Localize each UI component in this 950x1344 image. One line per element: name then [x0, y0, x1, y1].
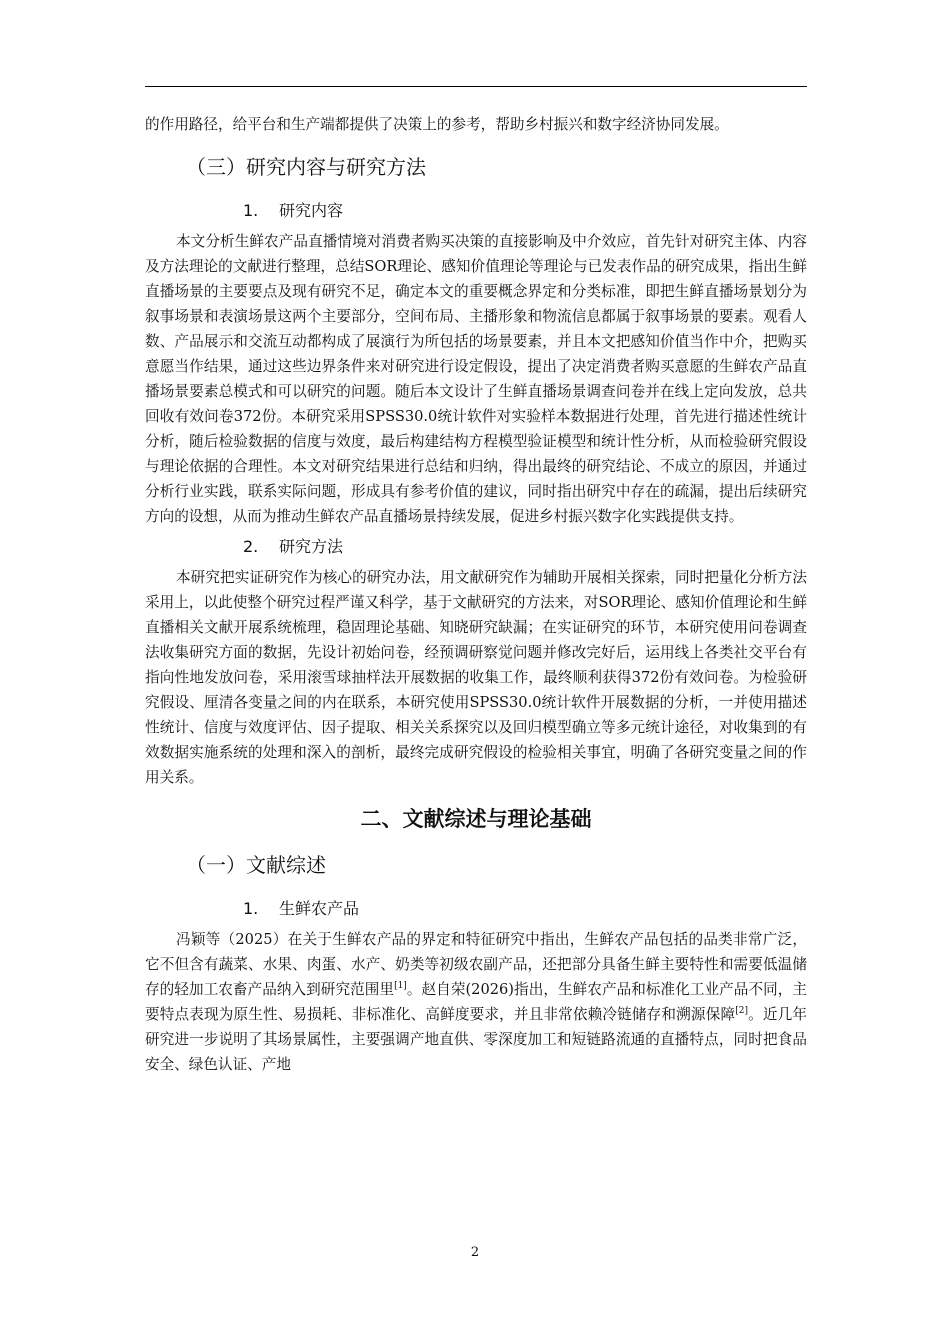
subheading-research-methods — [243, 535, 807, 559]
chapter-heading: 二、文献综述与理论基础 — [360, 807, 592, 831]
subheading-research-content — [243, 199, 807, 223]
citation-1[interactable]: [1] — [394, 981, 407, 991]
subheading-number: 1. — [243, 201, 259, 220]
subheading-fresh-produce — [243, 897, 807, 921]
paragraph-text: 。赵自荣(2026)指出，生鲜农产品和标准化工业产品不同，主要特点表现为原生性、易损耗、非标准化、高鲜度要求，并且非常依赖冷链储存和溯源保障 — [145, 981, 807, 1023]
intro-tail-paragraph: 的作用路径，给平台和生产端都提供了决策上的参考，帮助乡村振兴和数字经济协同发展。 — [145, 116, 729, 133]
page-number: 2 — [470, 1245, 480, 1260]
subheading-number: 2. — [243, 537, 259, 556]
paragraph-text: 。近几年研究进一步说明了其场景属性，主要强调产地直供、零深度加工和短链路流通的直播特点，同时把食品安全、绿色认证、产地 — [145, 1006, 807, 1073]
header-rule — [145, 86, 807, 87]
research-content-paragraph: 本文分析生鲜农产品直播情境对消费者购买决策的直接影响及中介效应，首先针对研究主体、内容及方法理论的文献进行整理，总结SOR理论、感知价值理论等理论与已发表作品的研究成果，指出生鲜直播场景的主要要点及现有研究不足，确定本文的重要概念界定和分类标准，即把生鲜直播场景划分为叙事场景和表演场景这两个主要部分，空间布局、主播形象和物流信息都属于叙事场景的要素。观看人数、产品展示和交流互动都构成了展演行为所包括的场景要素，并且本文把感知价值当作中介，把购买意愿当作结果，通过这些边界条件来对研究进行设定假设，提出了决定消费者购买意愿的生鲜农产品直播场景要素总模式和可以研究的问题。随后本文设计了生鲜直播场景调查问卷并在线上定向发放，总共回收有效问卷372份。本研究采用SPSS30.0统计软件对实验样本数据进行处理，首先进行描述性统计分析，随后检验数据的信度与效度，最后构建结构方程模型验证模型和统计性分析，从而检验研究假设与理论依据的合理性。本文对研究结果进行总结和归纳，得出最终的研究结论、不成立的原因，并通过分析行业实践，联系实际问题，形成具有参考价值的建议，同时指出研究中存在的疏漏，提出后续研究方向的设想，从而为推动生鲜农产品直播场景持续发展，促进乡村振兴数字化实践提供支持。 — [145, 233, 807, 525]
subheading-number: 1. — [243, 899, 259, 918]
section-heading-literature-review: （一）文献综述 — [186, 853, 326, 877]
section-heading-research-content-methods: （三）研究内容与研究方法 — [186, 155, 426, 179]
subheading-title: 研究内容 — [279, 201, 344, 220]
citation-2[interactable]: [2] — [735, 1006, 748, 1016]
research-methods-paragraph: 本研究把实证研究作为核心的研究办法，用文献研究作为辅助开展相关探索，同时把量化分析方法采用上，以此使整个研究过程严谨又科学，基于文献研究的方法来，对SOR理论、感知价值理论和生鲜直播相关文献开展系统梳理，稳固理论基础、知晓研究缺漏；在实证研究的环节，本研究使用问卷调查法收集研究方面的数据，先设计初始问卷，经预调研察觉问题并修改完好后，运用线上各类社交平台有指向性地发放问卷，采用滚雪球抽样法开展数据的收集工作，最终顺利获得372份有效问卷。为检验研究假设、厘清各变量之间的内在联系，本研究使用SPSS30.0统计软件开展数据的分析，一并使用描述性统计、信度与效度评估、因子提取、相关关系探究以及回归模型确立等多元统计途径，对收集到的有效数据实施系统的处理和深入的剖析，最终完成研究假设的检验相关事宜，明确了各研究变量之间的作用关系。 — [145, 569, 807, 786]
fresh-produce-paragraph — [145, 927, 807, 1077]
subheading-title: 研究方法 — [279, 537, 344, 556]
paragraph-text: 冯颖等（2025）在关于生鲜农产品的界定和特征研究中指出，生鲜农产品包括的品类非常广泛，它不但含有蔬菜、水果、肉蛋、水产、奶类等初级农副产品，还把部分具备生鲜主要特性和需要低温储存的轻加工农畜产品纳入到研究范围里 — [145, 931, 807, 998]
subheading-title: 生鲜农产品 — [279, 899, 360, 918]
page-body — [145, 112, 807, 1077]
